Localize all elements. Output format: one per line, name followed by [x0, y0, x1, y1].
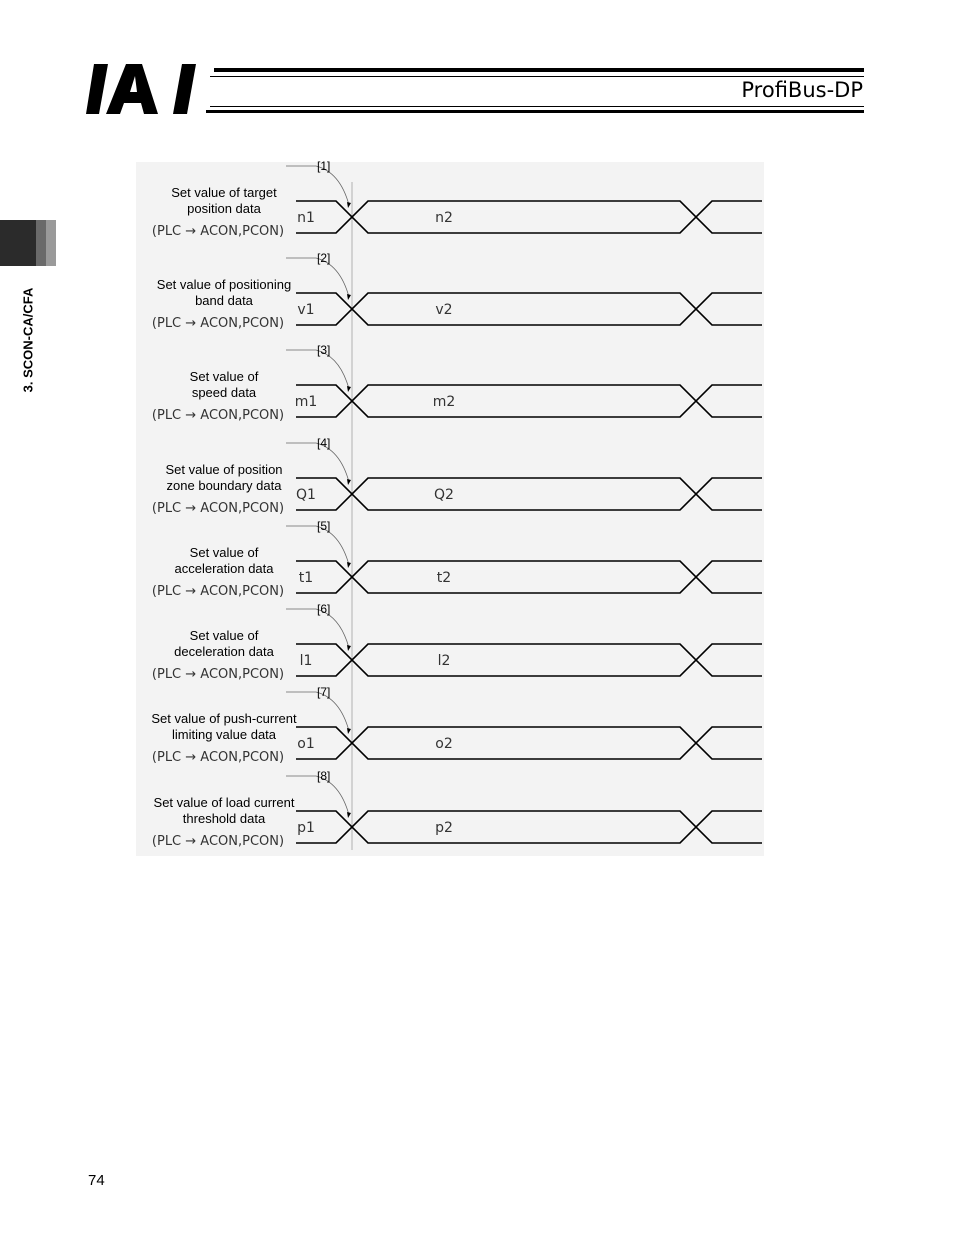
signal-4-value-before: Q1: [296, 487, 316, 503]
signal-7-value-after: o2: [435, 736, 453, 752]
signal-7-marker: [7]: [317, 685, 331, 699]
signal-2-name-line1: Set value of positioning: [156, 277, 292, 292]
signal-6-name-line2: deceleration data: [174, 644, 274, 659]
signal-8-arrow: [347, 812, 351, 818]
signal-3-marker: [3]: [317, 343, 331, 357]
signal-8-waveform: [296, 811, 762, 843]
signal-2-direction: (PLC → ACON,PCON): [151, 316, 285, 331]
signal-8-value-before: p1: [297, 820, 315, 836]
signal-2-value-before: v1: [297, 302, 315, 318]
signal-6-value-before: l1: [299, 653, 313, 669]
signal-3-arrow: [347, 386, 351, 392]
signal-7-value-before: o1: [297, 736, 315, 752]
signal-5-value-before: t1: [298, 570, 314, 586]
signal-4-name-line2: zone boundary data: [166, 478, 282, 493]
signal-8-name-line1: Set value of load current: [153, 795, 295, 810]
signal-6-marker: [6]: [317, 602, 331, 616]
signal-7-arrow: [347, 728, 351, 734]
page-number: 74: [88, 1172, 105, 1189]
signal-5-direction: (PLC → ACON,PCON): [151, 584, 285, 599]
signal-5-value-after: t2: [436, 570, 452, 586]
signal-6-name-line1: Set value of: [189, 628, 259, 643]
signal-2-marker: [2]: [317, 251, 331, 265]
signal-5-arrow: [347, 562, 351, 568]
signal-3-name-line2: speed data: [191, 385, 257, 400]
signal-5-name-line2: acceleration data: [174, 561, 274, 576]
signal-5-waveform: [296, 561, 762, 593]
signal-5-name-line1: Set value of: [189, 545, 259, 560]
signal-6-value-after: l2: [437, 653, 451, 669]
chapter-label: 3. SCON-CA/CFA: [20, 287, 36, 393]
signal-7-name-line2: limiting value data: [171, 727, 277, 742]
signal-3-value-before: m1: [294, 394, 318, 410]
signal-2-value-after: v2: [435, 302, 453, 318]
signal-2-name-line2: band data: [195, 293, 253, 308]
signal-3-name-line1: Set value of: [189, 369, 259, 384]
signal-6-waveform: [296, 644, 762, 676]
signal-3-value-after: m2: [432, 394, 456, 410]
signal-4-marker: [4]: [317, 436, 331, 450]
signal-4-waveform: [296, 478, 762, 510]
signal-3-direction: (PLC → ACON,PCON): [151, 408, 285, 423]
signal-6-direction: (PLC → ACON,PCON): [151, 667, 285, 682]
header-title: ProfiBus-DP: [741, 78, 863, 102]
signal-4-direction: (PLC → ACON,PCON): [151, 501, 285, 516]
signal-1-name-line1: Set value of target: [171, 185, 277, 200]
signal-2-arrow: [347, 294, 351, 300]
signal-1-direction: (PLC → ACON,PCON): [151, 224, 285, 239]
signal-8-name-line2: threshold data: [182, 811, 266, 826]
signal-8-marker: [8]: [317, 769, 331, 783]
signal-7-direction: (PLC → ACON,PCON): [151, 750, 285, 765]
signal-4-value-after: Q2: [434, 487, 454, 503]
signal-1-arrow: [347, 202, 351, 208]
signal-4-name-line1: Set value of position: [165, 462, 283, 477]
signal-1-value-after: n2: [435, 210, 453, 226]
signal-6-arrow: [347, 645, 351, 651]
signal-1-name-line2: position data: [187, 201, 261, 216]
signal-8-direction: (PLC → ACON,PCON): [151, 834, 285, 849]
signal-1-waveform: [296, 201, 762, 233]
signal-2-waveform: [296, 293, 762, 325]
signal-8-value-after: p2: [435, 820, 453, 836]
signal-3-waveform: [296, 385, 762, 417]
signal-5-marker: [5]: [317, 519, 331, 533]
signal-1-value-before: n1: [297, 210, 315, 226]
signal-1-marker: [1]: [317, 159, 331, 173]
signal-7-name-line1: Set value of push-current: [151, 711, 297, 726]
signal-7-waveform: [296, 727, 762, 759]
signal-4-arrow: [347, 479, 351, 485]
